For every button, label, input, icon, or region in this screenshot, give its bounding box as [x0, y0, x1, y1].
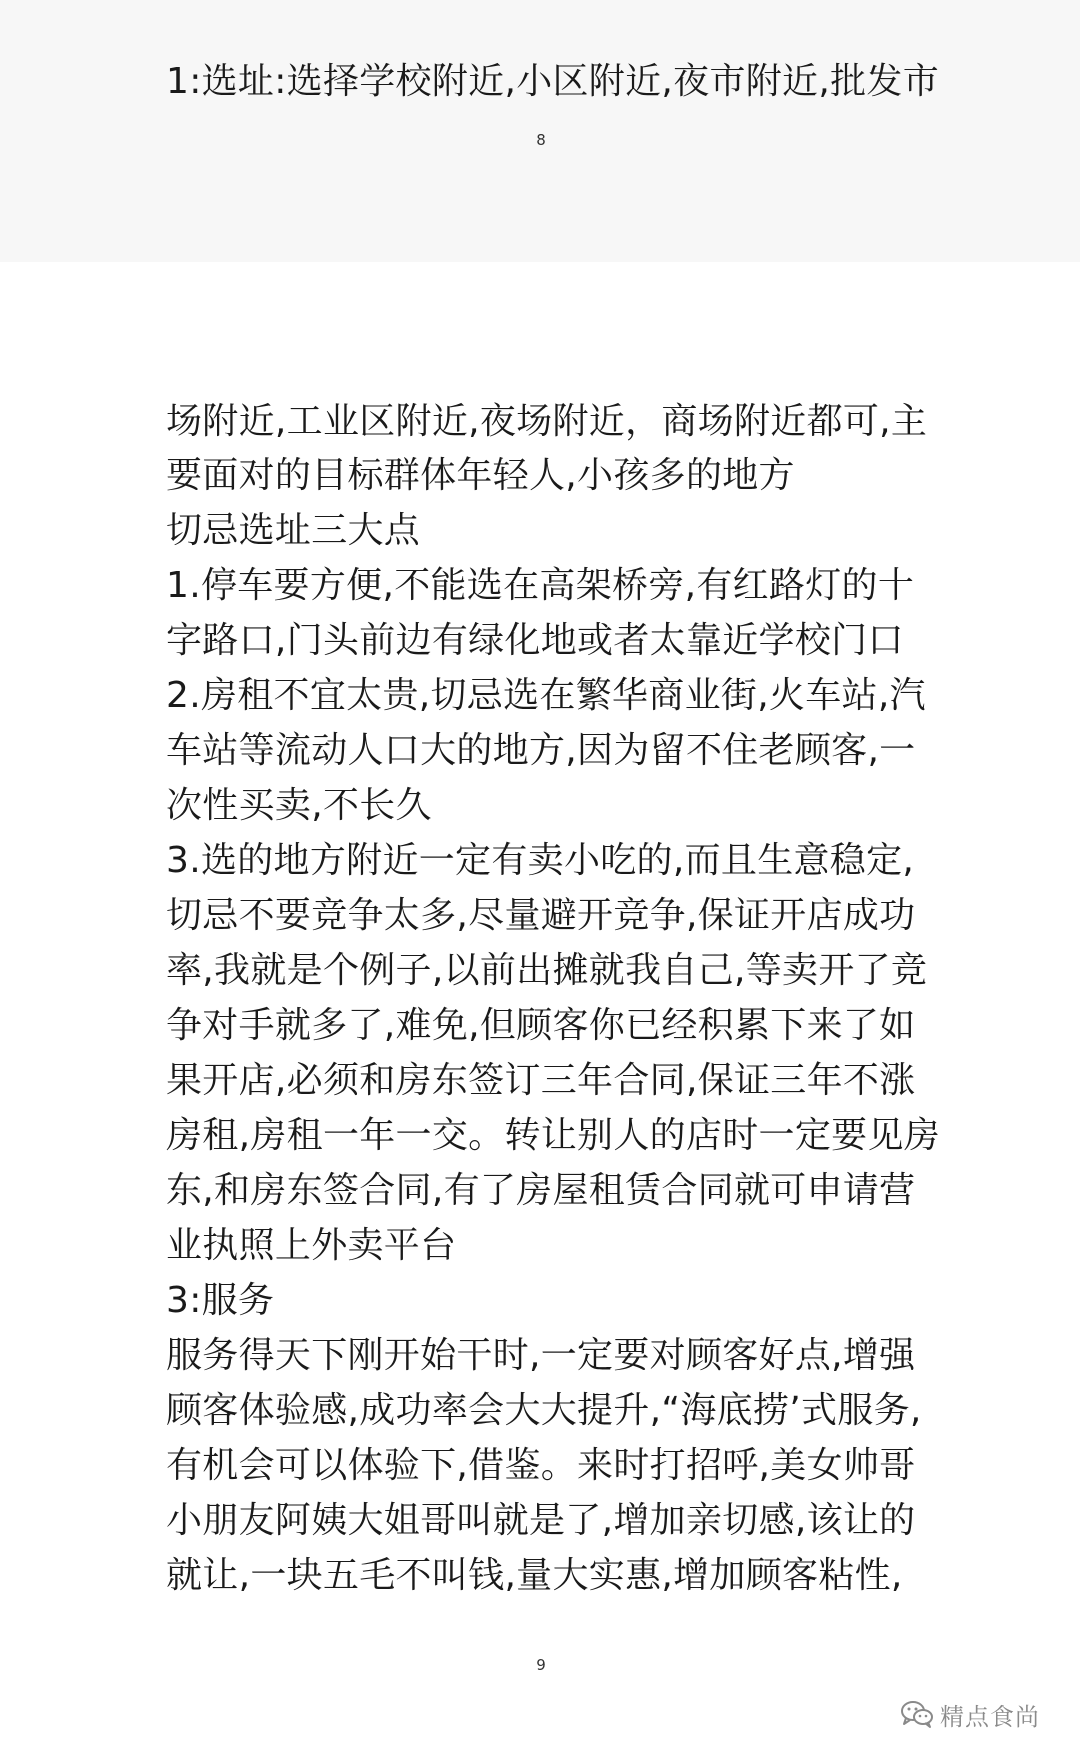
page-number: 9 — [536, 1656, 546, 1674]
text-line: 就让,一块五毛不叫钱,量大实惠,增加顾客粘性, — [166, 1555, 903, 1596]
text-line: 场附近,工业区附近,夜场附近，商场附近都可,主 — [166, 401, 928, 442]
text-line: 次性买卖,不长久 — [166, 785, 432, 826]
page-number: 8 — [536, 131, 546, 149]
page-8-fragment — [0, 0, 1080, 262]
text-line: 有机会可以体验下,借鉴。来时打招呼,美女帅哥 — [166, 1445, 916, 1486]
watermark-text: 精点食尚 — [940, 1702, 1040, 1731]
text-line: 车站等流动人口大的地方,因为留不住老顾客,一 — [166, 730, 916, 771]
text-line: 顾客体验感,成功率会大大提升,“海底捞’式服务, — [166, 1390, 922, 1431]
text-line: 字路口,门头前边有绿化地或者太靠近学校门口 — [166, 620, 904, 661]
text-line: 房租,房租一年一交。转让别人的店时一定要见房 — [166, 1115, 941, 1156]
page-9-fragment — [0, 262, 1080, 1746]
text-line: 1:选址:选择学校附近,小区附近,夜市附近,批发市 — [166, 61, 939, 102]
text-line: 东,和房东签合同,有了房屋租赁合同就可申请营 — [166, 1170, 916, 1211]
text-line: 业执照上外卖平台 — [166, 1225, 457, 1266]
text-line: 果开店,必须和房东签订三年合同,保证三年不涨 — [166, 1060, 916, 1101]
section-heading: 切忌选址三大点 — [166, 510, 421, 551]
text-line: 2.房租不宜太贵,切忌选在繁华商业街,火车站,汽 — [166, 675, 926, 716]
section-heading: 3:服务 — [166, 1280, 275, 1321]
text-line: 率,我就是个例子,以前出摊就我自己,等卖开了竞 — [166, 950, 928, 991]
wechat-icon — [900, 1699, 934, 1729]
text-line: 服务得天下刚开始干时,一定要对顾客好点,增强 — [166, 1335, 916, 1376]
text-line: 1.停车要方便,不能选在高架桥旁,有红路灯的十 — [166, 565, 915, 606]
text-line: 争对手就多了,难免,但顾客你已经积累下来了如 — [166, 1005, 916, 1046]
watermark — [900, 1697, 1040, 1731]
text-line: 要面对的目标群体年轻人,小孩多的地方 — [166, 455, 795, 496]
text-line: 切忌不要竞争太多,尽量避开竞争,保证开店成功 — [166, 895, 916, 936]
text-line: 小朋友阿姨大姐哥叫就是了,增加亲切感,该让的 — [166, 1500, 916, 1541]
text-line: 3.选的地方附近一定有卖小吃的,而且生意稳定, — [166, 840, 915, 881]
